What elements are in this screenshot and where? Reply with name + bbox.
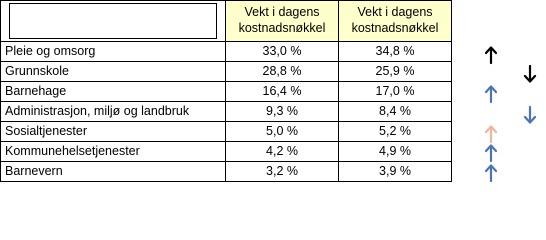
trend-arrow-up-icon — [484, 124, 498, 144]
trend-arrow-down-icon — [523, 104, 537, 124]
trend-arrow-up-icon — [484, 84, 498, 104]
row-name-cell[interactable]: Barnevern — [1, 162, 226, 182]
row-value-1-cell[interactable]: 5,0 % — [226, 122, 339, 142]
trend-arrow-up-icon — [484, 143, 498, 163]
row-value-1-cell[interactable]: 3,2 % — [226, 162, 339, 182]
row-value-1-cell[interactable]: 4,2 % — [226, 142, 339, 162]
header-cell-weight-1[interactable] — [226, 1, 339, 42]
row-name-cell[interactable]: Administrasjon, miljø og landbruk — [1, 102, 226, 122]
table-row — [1, 102, 452, 122]
row-value-1-cell[interactable]: 16,4 % — [226, 82, 339, 102]
row-value-2-cell[interactable]: 4,9 % — [339, 142, 452, 162]
row-name-cell[interactable]: Pleie og omsorg — [1, 42, 226, 62]
header-line-1: Vekt i dagens — [244, 5, 320, 20]
row-value-1-cell[interactable]: 9,3 % — [226, 102, 339, 122]
row-name-cell[interactable]: Sosialtjenester — [1, 122, 226, 142]
row-name-cell[interactable]: Barnehage — [1, 82, 226, 102]
table-row — [1, 42, 452, 62]
header-line-1: Vekt i dagens — [357, 5, 433, 20]
row-value-1-cell[interactable]: 28,8 % — [226, 62, 339, 82]
row-name-cell[interactable]: Grunnskole — [1, 62, 226, 82]
selected-cell-outline — [9, 3, 217, 39]
header-cell-name[interactable] — [1, 1, 226, 42]
table-row — [1, 142, 452, 162]
row-value-1-cell[interactable]: 33,0 % — [226, 42, 339, 62]
table-row — [1, 162, 452, 182]
header-cell-weight-2[interactable] — [339, 1, 452, 42]
row-value-2-cell[interactable]: 34,8 % — [339, 42, 452, 62]
header-row — [1, 1, 452, 42]
row-name-cell[interactable]: Kommunehelsetjenester — [1, 142, 226, 162]
table-row — [1, 62, 452, 82]
row-value-2-cell[interactable]: 5,2 % — [339, 122, 452, 142]
header-line-2: kostnadsnøkkel — [238, 21, 326, 35]
table-row — [1, 122, 452, 142]
table-row — [1, 82, 452, 102]
row-value-2-cell[interactable]: 8,4 % — [339, 102, 452, 122]
row-value-2-cell[interactable]: 17,0 % — [339, 82, 452, 102]
trend-arrow-down-icon — [523, 63, 537, 83]
trend-arrow-up-icon — [484, 163, 498, 183]
row-value-2-cell[interactable]: 3,9 % — [339, 162, 452, 182]
header-line-2: kostnadsnøkkel — [351, 21, 439, 35]
trend-arrow-up-icon — [484, 45, 498, 65]
row-value-2-cell[interactable]: 25,9 % — [339, 62, 452, 82]
